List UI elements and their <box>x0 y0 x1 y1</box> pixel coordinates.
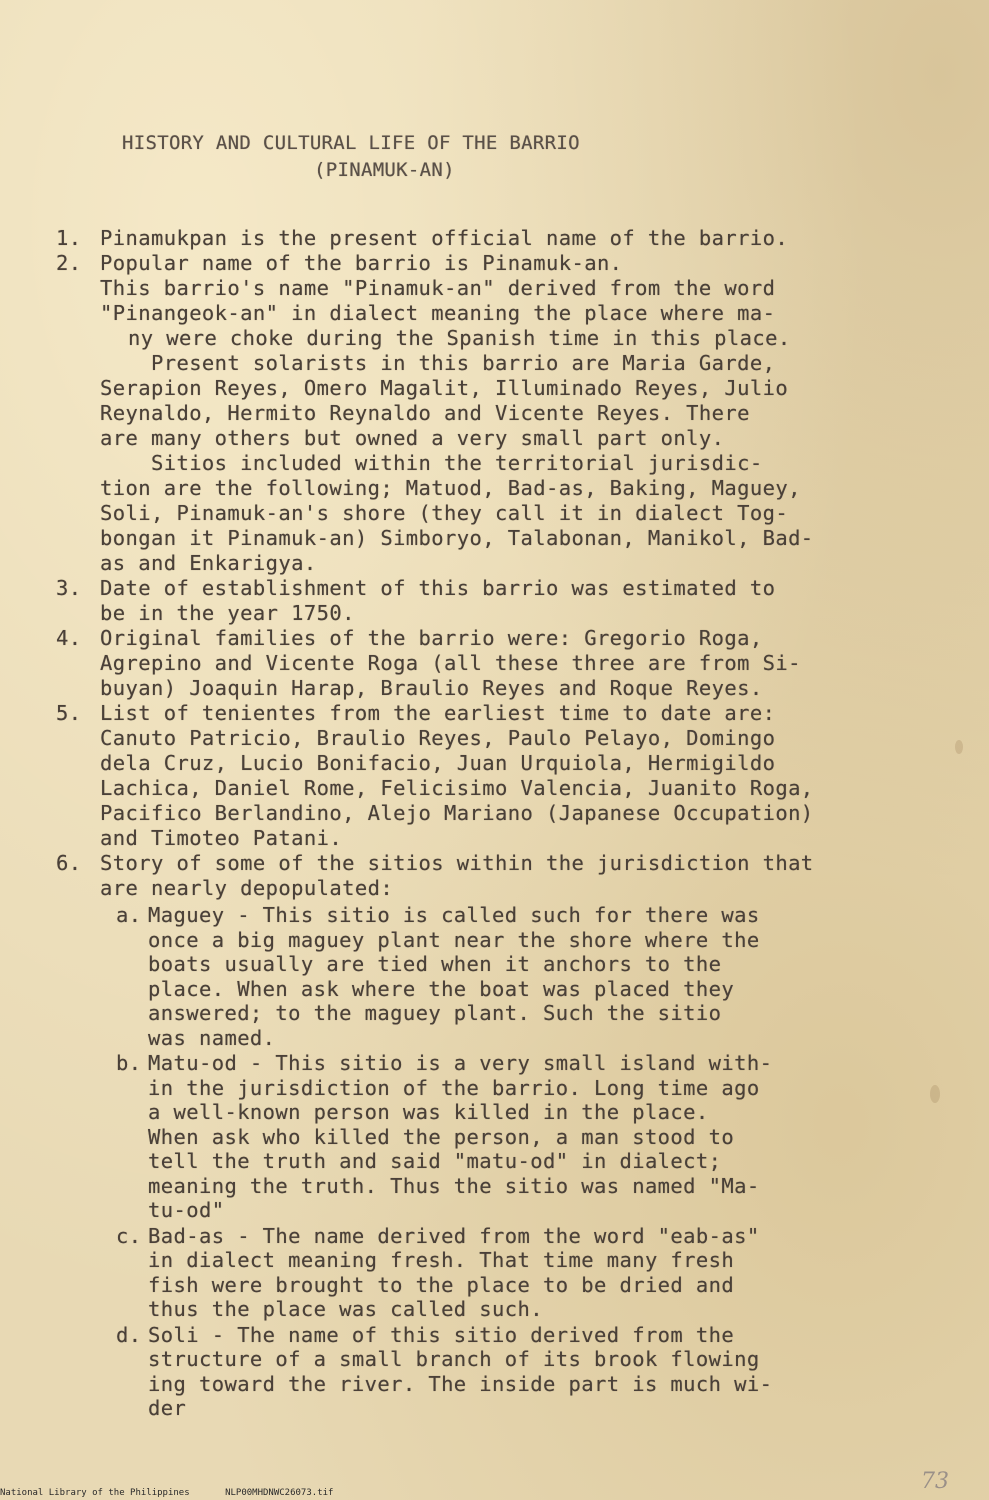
item-line: as and Enkarigya. <box>100 551 317 575</box>
item-line: List of tenientes from the earliest time to date are: <box>100 701 776 725</box>
item-line: Reynaldo, Hermito Reynaldo and Vicente Reyes. There <box>100 401 750 425</box>
sub-item <box>116 1051 956 1223</box>
sub-item-line: in the jurisdiction of the barrio. Long time ago <box>148 1075 760 1100</box>
sub-item-line: tell the truth and said "matu-od" in dialect; <box>148 1149 722 1173</box>
sub-item-line: Soli - The name of this sitio derived from the <box>148 1322 735 1347</box>
ink-stain <box>955 740 963 754</box>
sub-item-line: boats usually are tied when it anchors to the <box>148 952 722 976</box>
list-item <box>56 226 956 251</box>
scan-footer <box>0 1488 363 1498</box>
sub-item-line: in dialect meaning fresh. That time many fresh <box>148 1248 735 1272</box>
sub-item-line: answered; to the maguey plant. Such the sitio <box>148 1001 722 1025</box>
sub-item <box>116 903 956 1050</box>
sub-item-line: fish were brought to the place to be dried and <box>148 1272 735 1297</box>
item-line: Date of establishment of this barrio was estimated to <box>100 576 776 600</box>
item-number: 2. <box>56 251 82 275</box>
list-item <box>56 626 956 701</box>
sub-item <box>116 1224 956 1322</box>
item-line: Serapion Reyes, Omero Magalit, Illuminado Reyes, Julio <box>100 376 789 400</box>
sub-item-line: When ask who killed the person, a man stood to <box>148 1124 735 1149</box>
sub-item-letter: c. <box>116 1223 142 1248</box>
list-item <box>56 851 956 901</box>
item-line: Lachica, Daniel Rome, Felicisimo Valencia, Juanito Roga, <box>100 776 814 800</box>
item-number: 5. <box>56 701 82 725</box>
item-line: be in the year 1750. <box>100 601 355 625</box>
item-line: Pacifico Berlandino, Alejo Mariano (Japanese Occupation) <box>100 801 814 825</box>
sub-item-letter: d. <box>116 1322 142 1347</box>
sub-item-line: Maguey - This sitio is called such for there was <box>148 903 760 927</box>
item-line: are nearly depopulated: <box>100 876 394 900</box>
item-number: 4. <box>56 626 82 650</box>
item-line: Sitios included within the territorial jurisdic- <box>100 451 763 475</box>
sub-item-line: place. When ask where the boat was placed they <box>148 976 735 1001</box>
item-line: Popular name of the barrio is Pinamuk-an. <box>100 251 623 275</box>
sub-item-line: structure of a small branch of its brook flowing <box>148 1347 760 1371</box>
sub-item-letter: b. <box>116 1051 142 1075</box>
sub-item-line: once a big maguey plant near the shore where the <box>148 927 760 952</box>
list-item <box>56 251 956 576</box>
item-line: ny were choke during the Spanish time in this place. <box>128 326 791 350</box>
item-line: This barrio's name "Pinamuk-an" derived from the word <box>100 276 776 300</box>
file-name: NLP00MHDNWC26073.tif <box>225 1488 334 1498</box>
sub-item-line: meaning the truth. Thus the sitio was named "Ma- <box>148 1173 760 1198</box>
sitio-stories <box>116 903 956 1421</box>
sub-item-line: Bad-as - The name derived from the word "eab-as" <box>148 1223 760 1248</box>
sub-item-line: a well-known person was killed in the place. <box>148 1100 709 1124</box>
history-list <box>56 226 956 1422</box>
item-line: are many others but owned a very small part only. <box>100 426 725 450</box>
item-line: Canuto Patricio, Braulio Reyes, Paulo Pelayo, Domingo <box>100 726 776 750</box>
item-line: dela Cruz, Lucio Bonifacio, Juan Urquiola, Hermigildo <box>100 751 776 775</box>
library-credit: National Library of the Philippines <box>0 1488 190 1498</box>
sub-item-line: tu-od" <box>148 1198 225 1222</box>
sub-item-line: was named. <box>148 1025 276 1050</box>
item-line: Pinamukpan is the present official name of the barrio. <box>100 226 789 250</box>
item-line: Agrepino and Vicente Roga (all these three are from Si- <box>100 651 801 675</box>
item-number: 3. <box>56 576 82 600</box>
document-title: HISTORY AND CULTURAL LIFE OF THE BARRIO <box>122 132 580 154</box>
item-line: Soli, Pinamuk-an's shore (they call it in dialect Tog- <box>100 501 789 525</box>
item-line: "Pinangeok-an" in dialect meaning the place where ma- <box>100 301 776 325</box>
item-line: tion are the following; Matuod, Bad-as, Baking, Maguey, <box>100 476 801 500</box>
item-line: Story of some of the sitios within the jurisdiction that <box>100 851 814 875</box>
item-line: buyan) Joaquin Harap, Braulio Reyes and Roque Reyes. <box>100 676 763 700</box>
list-item <box>56 701 956 851</box>
item-number: 1. <box>56 226 82 250</box>
item-line: bongan it Pinamuk-an) Simboryo, Talabonan, Manikol, Bad- <box>100 526 814 550</box>
sub-item <box>116 1323 956 1421</box>
sub-item-line: thus the place was called such. <box>148 1297 544 1321</box>
page-number: 73 <box>921 1469 949 1494</box>
item-line: Original families of the barrio were: Gregorio Roga, <box>100 626 763 650</box>
list-item <box>56 576 956 626</box>
item-line: Present solarists in this barrio are Maria Garde, <box>100 351 776 375</box>
document-subtitle: (PINAMUK-AN) <box>314 159 455 181</box>
sub-item-line: Matu-od - This sitio is a very small island with- <box>148 1051 773 1075</box>
sub-item-letter: a. <box>116 903 142 927</box>
sub-item-line: ing toward the river. The inside part is much wi- <box>148 1371 773 1396</box>
item-number: 6. <box>56 851 82 875</box>
item-line: and Timoteo Patani. <box>100 826 343 850</box>
sub-item-line: der <box>148 1396 187 1420</box>
